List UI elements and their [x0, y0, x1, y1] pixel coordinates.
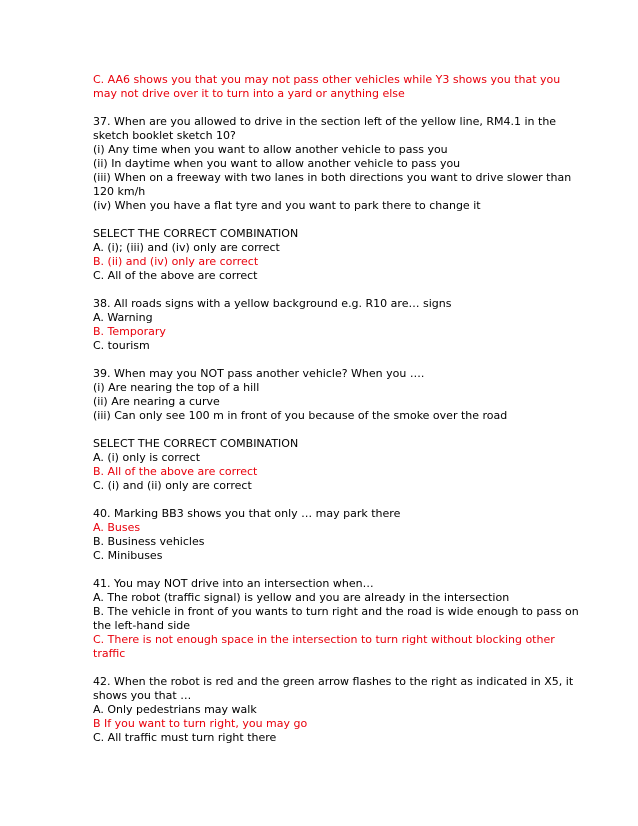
- text-line: B. The vehicle in front of you wants to turn right and the road is wide enough to pass on: [93, 605, 579, 618]
- paragraph-spacer: [93, 353, 553, 367]
- text-line: 42. When the robot is red and the green arrow flashes to the right as indicated in X5, it: [93, 675, 574, 688]
- paragraph-spacer: [93, 563, 553, 577]
- answer-line: C. There is not enough space in the intersection to turn right without blocking other: [93, 633, 555, 646]
- answer-line: traffic: [93, 647, 126, 660]
- text-block: [93, 73, 561, 101]
- text-line: 120 km/h: [93, 185, 146, 198]
- text-line: C. Minibuses: [93, 549, 163, 562]
- text-line: A. The robot (traffic signal) is yellow and you are already in the intersection: [93, 591, 510, 604]
- answer-line: C. AA6 shows you that you may not pass other vehicles while Y3 shows you that you: [93, 73, 561, 86]
- text-line: A. (i) only is correct: [93, 451, 201, 464]
- text-line: C. All traffic must turn right there: [93, 731, 277, 744]
- text-line: C. All of the above are correct: [93, 269, 258, 282]
- text-line: SELECT THE CORRECT COMBINATION: [93, 437, 299, 450]
- answer-line: B If you want to turn right, you may go: [93, 717, 308, 730]
- answer-line: B. Temporary: [93, 325, 166, 338]
- paragraph-spacer: [93, 101, 553, 115]
- text-line: 39. When may you NOT pass another vehicle? When you ….: [93, 367, 425, 380]
- text-line: (ii) In daytime when you want to allow another vehicle to pass you: [93, 157, 461, 170]
- text-line: C. (i) and (ii) only are correct: [93, 479, 252, 492]
- paragraph-spacer: [93, 283, 553, 297]
- text-line: B. Business vehicles: [93, 535, 205, 548]
- text-block: [93, 577, 579, 661]
- text-line: A. (i); (iii) and (iv) only are correct: [93, 241, 280, 254]
- document-page: [93, 73, 579, 745]
- text-line: C. tourism: [93, 339, 150, 352]
- text-line: (i) Any time when you want to allow another vehicle to pass you: [93, 143, 448, 156]
- text-line: 41. You may NOT drive into an intersection when…: [93, 577, 374, 590]
- text-line: SELECT THE CORRECT COMBINATION: [93, 227, 299, 240]
- text-line: sketch booklet sketch 10?: [93, 129, 236, 142]
- text-block: [93, 437, 553, 493]
- text-line: A. Warning: [93, 311, 153, 324]
- text-line: (i) Are nearing the top of a hill: [93, 381, 260, 394]
- paragraph-spacer: [93, 493, 553, 507]
- text-block: [93, 297, 553, 353]
- text-line: 38. All roads signs with a yellow background e.g. R10 are… signs: [93, 297, 452, 310]
- text-line: A. Only pedestrians may walk: [93, 703, 257, 716]
- text-line: (ii) Are nearing a curve: [93, 395, 220, 408]
- answer-line: A. Buses: [93, 521, 141, 534]
- text-line: shows you that …: [93, 689, 192, 702]
- paragraph-spacer: [93, 661, 553, 675]
- paragraph-spacer: [93, 213, 553, 227]
- text-block: [93, 227, 553, 283]
- answer-line: B. All of the above are correct: [93, 465, 258, 478]
- text-line: the left-hand side: [93, 619, 191, 632]
- answer-line: B. (ii) and (iv) only are correct: [93, 255, 259, 268]
- text-block: [93, 367, 553, 423]
- text-line: (iii) When on a freeway with two lanes in both directions you want to drive slower than: [93, 171, 572, 184]
- answer-line: may not drive over it to turn into a yard or anything else: [93, 87, 405, 100]
- text-line: (iv) When you have a flat tyre and you want to park there to change it: [93, 199, 481, 212]
- text-block: [93, 115, 572, 213]
- text-line: 40. Marking BB3 shows you that only … may park there: [93, 507, 401, 520]
- text-block: [93, 675, 574, 745]
- text-line: (iii) Can only see 100 m in front of you because of the smoke over the road: [93, 409, 508, 422]
- text-block: [93, 507, 553, 563]
- text-line: 37. When are you allowed to drive in the section left of the yellow line, RM4.1 in the: [93, 115, 557, 128]
- paragraph-spacer: [93, 423, 553, 437]
